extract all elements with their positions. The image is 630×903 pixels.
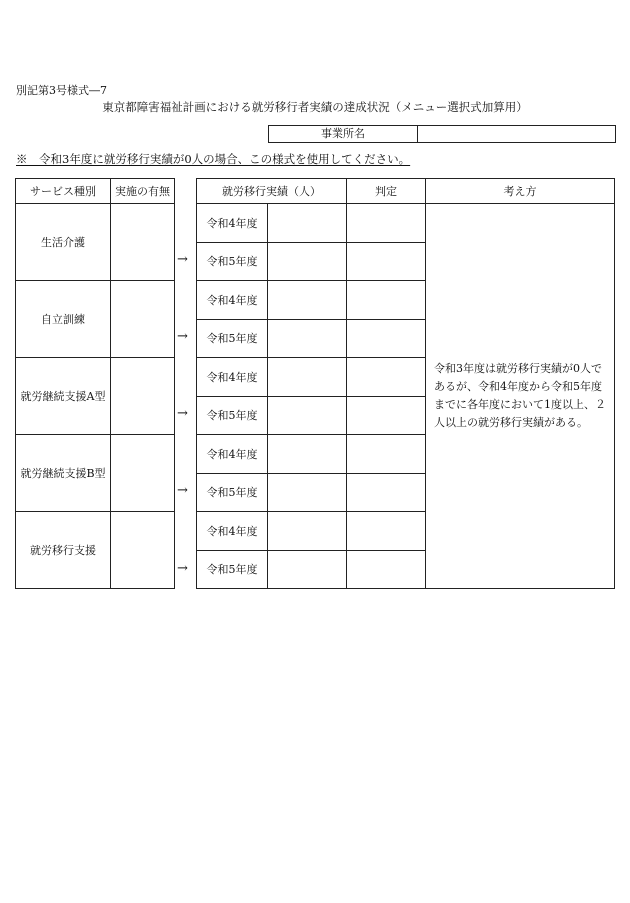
- year-label: 令和4年度: [197, 204, 268, 243]
- document-title: 東京都障害福祉計画における就労移行者実績の達成状況（メニュー選択式加算用）: [102, 100, 528, 114]
- year-label: 令和4年度: [197, 358, 268, 397]
- header-rationale: 考え方: [426, 179, 615, 204]
- year-label: 令和4年度: [197, 281, 268, 320]
- service-name: 生活介護: [16, 204, 111, 281]
- year-label: 令和5年度: [197, 319, 268, 358]
- results-cell[interactable]: [268, 550, 347, 589]
- form-number: 別記第3号様式―7: [16, 84, 107, 97]
- judgement-cell[interactable]: [347, 473, 426, 512]
- header-judgement: 判定: [347, 179, 426, 204]
- implementation-cell[interactable]: [111, 358, 175, 435]
- year-label: 令和5年度: [197, 473, 268, 512]
- implementation-cell[interactable]: [111, 435, 175, 512]
- judgement-cell[interactable]: [347, 242, 426, 281]
- office-name-field[interactable]: [418, 126, 615, 142]
- judgement-cell[interactable]: [347, 281, 426, 320]
- service-table: [15, 178, 175, 589]
- year-label: 令和4年度: [197, 512, 268, 551]
- results-cell[interactable]: [268, 319, 347, 358]
- year-label: 令和5年度: [197, 242, 268, 281]
- judgement-cell[interactable]: [347, 550, 426, 589]
- office-name-row: [268, 125, 616, 143]
- judgement-cell[interactable]: [347, 358, 426, 397]
- service-name: 就労継続支援A型: [16, 358, 111, 435]
- year-label: 令和5年度: [197, 550, 268, 589]
- judgement-cell[interactable]: [347, 435, 426, 474]
- arrow-icon: →: [177, 329, 188, 344]
- implementation-cell[interactable]: [111, 512, 175, 589]
- year-label: 令和4年度: [197, 435, 268, 474]
- arrow-icon: →: [177, 406, 188, 421]
- service-name: 自立訓練: [16, 281, 111, 358]
- arrow-icon: →: [177, 483, 188, 498]
- results-cell[interactable]: [268, 512, 347, 551]
- results-cell[interactable]: [268, 242, 347, 281]
- usage-note: ※ 令和3年度に就労移行実績が0人の場合、この様式を使用してください。: [16, 152, 411, 166]
- judgement-cell[interactable]: [347, 512, 426, 551]
- rationale-text: 令和3年度は就労移行実績が0人であるが、令和4年度から令和5年度までに各年度において1度以上、２人以上の就労移行実績がある。: [426, 204, 615, 589]
- results-cell[interactable]: [268, 473, 347, 512]
- results-table: [196, 178, 615, 589]
- header-service-type: サービス種別: [16, 179, 111, 204]
- service-name: 就労継続支援B型: [16, 435, 111, 512]
- arrow-icon: →: [177, 561, 188, 576]
- service-name: 就労移行支援: [16, 512, 111, 589]
- office-name-label: 事業所名: [269, 126, 418, 142]
- year-label: 令和5年度: [197, 396, 268, 435]
- results-cell[interactable]: [268, 204, 347, 243]
- header-results: 就労移行実績（人）: [197, 179, 347, 204]
- arrow-icon: →: [177, 252, 188, 267]
- results-cell[interactable]: [268, 281, 347, 320]
- results-cell[interactable]: [268, 435, 347, 474]
- implementation-cell[interactable]: [111, 281, 175, 358]
- implementation-cell[interactable]: [111, 204, 175, 281]
- results-cell[interactable]: [268, 396, 347, 435]
- judgement-cell[interactable]: [347, 204, 426, 243]
- judgement-cell[interactable]: [347, 319, 426, 358]
- header-implementation: 実施の有無: [111, 179, 175, 204]
- results-cell[interactable]: [268, 358, 347, 397]
- judgement-cell[interactable]: [347, 396, 426, 435]
